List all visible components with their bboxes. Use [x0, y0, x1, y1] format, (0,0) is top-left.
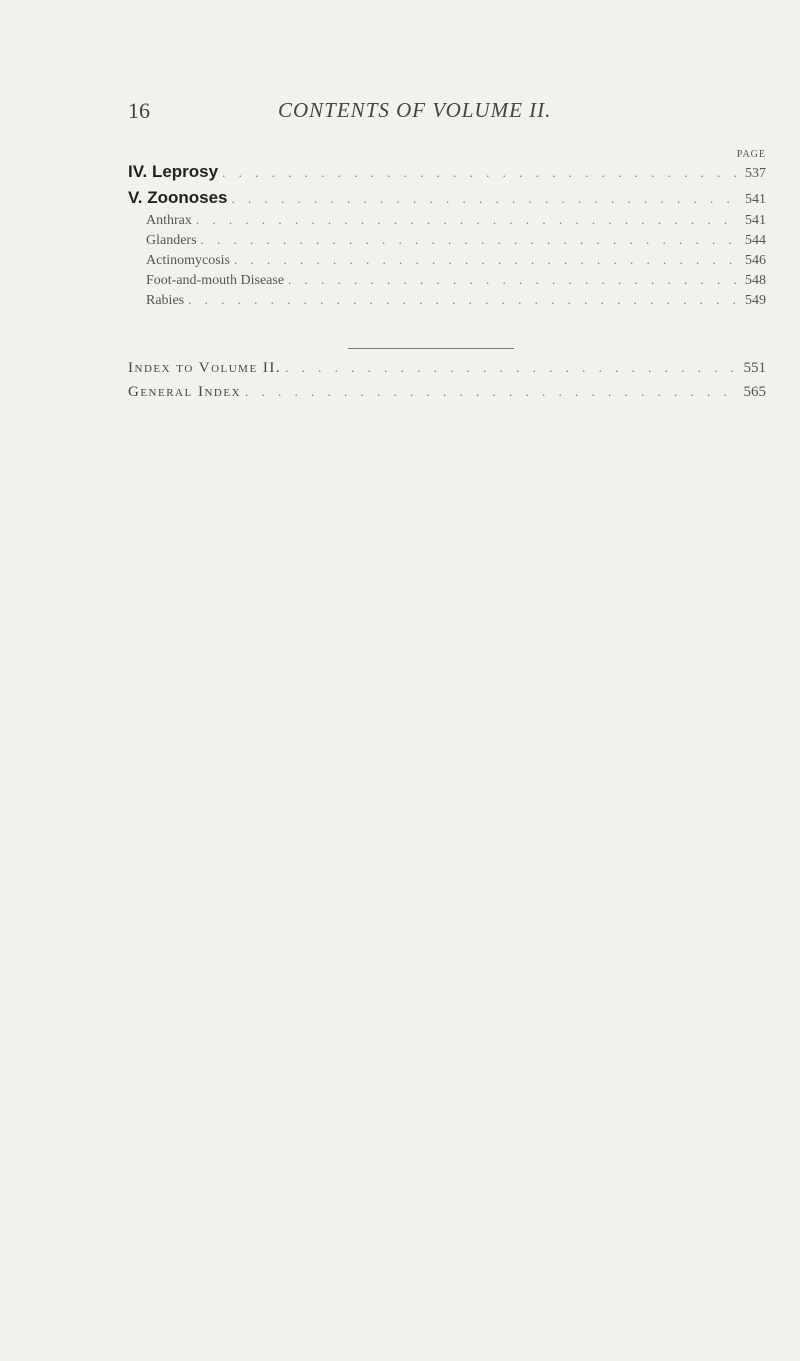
dot-leader	[188, 292, 741, 308]
dot-leader	[232, 191, 741, 207]
toc-subentry-page: 544	[745, 233, 766, 248]
running-head	[128, 98, 768, 128]
page-column-label: PAGE	[736, 149, 766, 160]
toc-subentry	[128, 212, 766, 232]
dot-leader	[222, 165, 741, 181]
section-divider	[348, 348, 514, 349]
dot-leader	[234, 252, 741, 268]
toc-subentry-page: 546	[745, 253, 766, 268]
dot-leader	[201, 232, 741, 248]
toc-index-label: General Index	[128, 384, 242, 400]
toc-entry-label: IV. Leprosy	[128, 162, 219, 181]
toc-subentry-label: Glanders	[146, 233, 197, 248]
dot-leader	[288, 272, 741, 288]
toc-section-leprosy	[128, 162, 766, 186]
toc-index-page: 551	[743, 360, 766, 376]
toc-section-zoonoses	[128, 188, 766, 312]
toc-entry	[128, 188, 766, 212]
page-number: 16	[128, 98, 150, 123]
toc-index-page: 565	[743, 384, 766, 400]
dot-leader	[245, 384, 739, 400]
toc-entry-label: V. Zoonoses	[128, 188, 228, 207]
dot-leader	[196, 212, 741, 228]
toc-subentry-page: 548	[745, 273, 766, 288]
toc-subentry-label: Rabies	[146, 293, 185, 308]
toc-index-entry	[128, 360, 766, 384]
dot-leader	[285, 360, 739, 376]
toc-index-label: Index to Volume II.	[128, 360, 282, 376]
toc-index-entry	[128, 384, 766, 408]
toc-subentry	[128, 252, 766, 272]
toc-entry-page: 537	[745, 166, 766, 181]
toc-subentry-label: Foot-and-mouth Disease	[146, 273, 285, 288]
running-title: CONTENTS OF VOLUME II.	[278, 98, 552, 122]
toc-subentry	[128, 272, 766, 292]
toc-subentry	[128, 292, 766, 312]
toc-subentry	[128, 232, 766, 252]
toc-subentry-label: Actinomycosis	[146, 253, 230, 268]
toc-subentry-label: Anthrax	[146, 213, 192, 228]
toc-subentry-page: 541	[745, 213, 766, 228]
toc-indexes	[128, 360, 766, 408]
toc-subentry-page: 549	[745, 293, 766, 308]
toc-entry-page: 541	[745, 192, 766, 207]
toc-entry	[128, 162, 766, 186]
